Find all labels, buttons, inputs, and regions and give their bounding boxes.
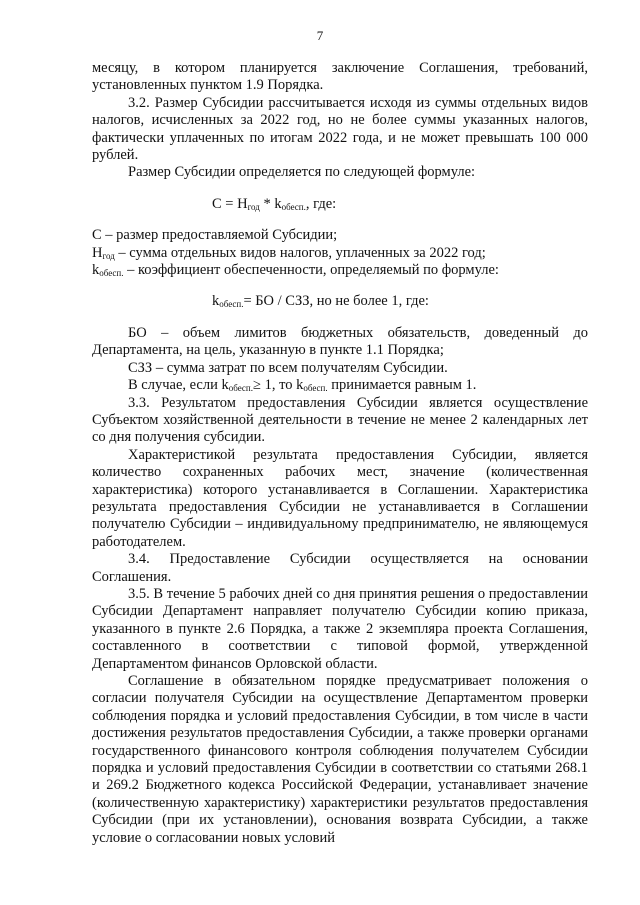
formula-subscript-coef: обесп.	[281, 201, 306, 212]
case-text-c: принимается равным 1.	[327, 377, 477, 394]
case-subscript-1: обесп.	[228, 383, 253, 394]
subsidy-formula	[92, 196, 588, 213]
case-text-b: ≥ 1, то k	[253, 377, 304, 394]
paragraph-3-4: 3.4. Предоставление Субсидии осуществляется на основании Соглашения.	[92, 551, 588, 585]
coef-formula-subscript: обесп.	[219, 299, 244, 310]
case-text-a: В случае, если k	[128, 377, 229, 394]
def-k-text: – коэффициент обеспеченности, определяемый по формуле:	[123, 262, 499, 279]
paragraph-agreement: Соглашение в обязательном порядке предусматривает положения о согласии получателя Субсидии на осуществление Департаментом проверки соблюдения порядка и условий предоставления Субсидии, в том числе в части достижения результатов предоставления Субсидии, а также проверки органами государственного финансового контроля соблюдения получателем Субсидии порядка и условий предоставления Субсидии в соответствии со статьями 268.1 и 269.2 Бюджетного кодекса Российской Федерации, устанавливает значение (количественную характеристику) характеристики результатов предоставления Субсидии (при их установлении), основания возврата Субсидии, а также условие о согласовании новых условий	[92, 673, 588, 846]
coef-formula-text: = БО / СЗЗ, но не более 1, где:	[243, 293, 429, 310]
def-h-text: – сумма отдельных видов налогов, уплаченных за 2022 год;	[114, 244, 486, 261]
paragraph-3-2: 3.2. Размер Субсидии рассчитывается исходя из суммы отдельных видов налогов, исчисленных за 2022 год, но не более суммы указанных налогов, фактически уплаченных по итогам 2022 года, и не может превышать 100 000 рублей.	[92, 94, 588, 164]
definition-szz: СЗЗ – сумма затрат по всем получателям Субсидии.	[128, 359, 448, 376]
paragraph-3-3: 3.3. Результатом предоставления Субсидии является осуществление Субъектом хозяйственной деятельности в течение не менее 2 календарных лет со дня получения субсидии.	[92, 394, 588, 446]
paragraph-3-5: 3.5. В течение 5 рабочих дней со дня принятия решения о предоставлении Субсидии Департамент направляет получателю Субсидии копию приказа, указанного в пункте 2.6 Порядка, а также 2 экземпляра проекта Соглашения, составленного в соответствии с типовой формой, утвержденной Департаментом финансов Орловской области.	[92, 585, 588, 672]
paragraph-characteristic: Характеристикой результата предоставления Субсидии, является количество сохраненных рабочих мест, значение (количественная характеристика) которого устанавливается в Соглашении. Характеристика результата предоставления Субсидии не устанавливается в Соглашении получателю Субсидии – индивидуальному предпринимателю, не являющемуся работодателем.	[92, 446, 588, 550]
formula-subscript-year: год	[247, 201, 260, 212]
formula-rhs: , где:	[305, 195, 337, 212]
coef-formula-symbol: k	[212, 293, 220, 310]
def-k-subscript: обесп.	[99, 268, 124, 279]
definition-bo: БО – объем лимитов бюджетных обязательств, доведенный до Департамента, на цель, указанную в пункте 1.1 Порядка;	[92, 324, 588, 359]
coefficient-cap-clause	[92, 377, 588, 394]
formula-mid: * k	[259, 195, 282, 212]
page-number: 7	[316, 28, 324, 43]
case-subscript-2: обесп.	[303, 383, 328, 394]
definition-k	[92, 262, 588, 279]
paragraph-continuation: месяцу, в котором планируется заключение Соглашения, требований, установленных пунктом 1.9 Порядка.	[92, 60, 588, 94]
coefficient-formula	[92, 293, 588, 310]
formula-intro: Размер Субсидии определяется по следующей формуле:	[128, 164, 476, 181]
formula-lhs: С = Н	[212, 195, 248, 212]
def-h-subscript: год	[102, 250, 115, 261]
document-body	[92, 60, 588, 847]
definition-h	[92, 245, 588, 262]
def-k-symbol: k	[92, 262, 100, 279]
definition-c: С – размер предоставляемой Субсидии;	[92, 227, 338, 244]
def-h-symbol: Н	[92, 244, 103, 261]
